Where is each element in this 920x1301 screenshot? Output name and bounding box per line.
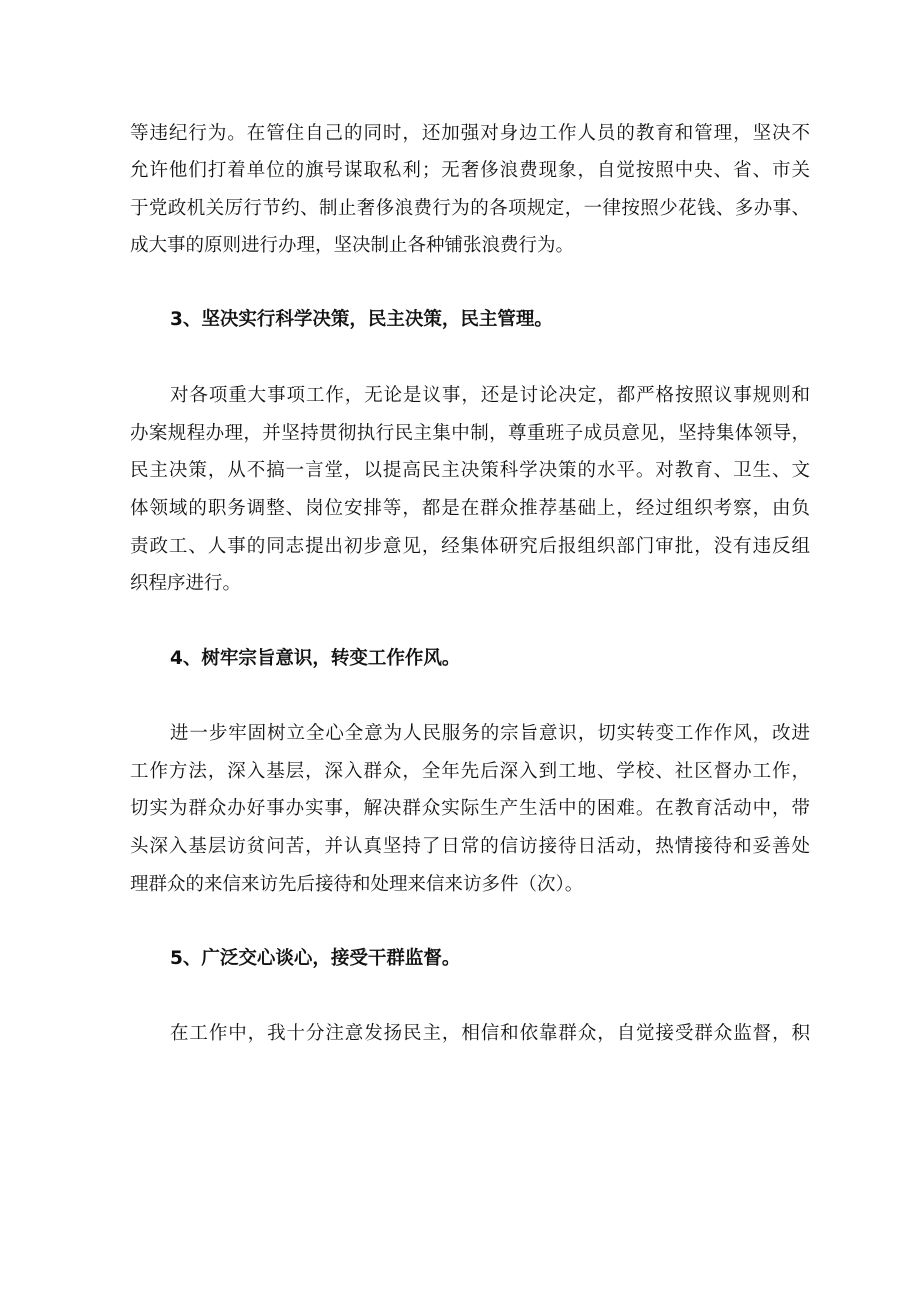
paragraph-line: 对各项重大事项工作，无论是议事，还是讨论决定，都严格按照议事规则和 bbox=[170, 385, 810, 406]
paragraph-line: 等违纪行为。在管住自己的同时，还加强对身边工作人员的教育和管理，坚决不 bbox=[130, 123, 810, 144]
paragraph-line: 允许他们打着单位的旗号谋取私利；无奢侈浪费现象，自觉按照中央、省、市关 bbox=[130, 160, 810, 181]
paragraph-line: 理群众的来信来访先后接待和处理来信来访多件（次）。 bbox=[130, 874, 584, 895]
paragraph-line: 成大事的原则进行办理，坚决制止各种铺张浪费行为。 bbox=[130, 235, 575, 256]
paragraph-line: 在工作中，我十分注意发扬民主，相信和依靠群众，自觉接受群众监督，积 bbox=[170, 1023, 810, 1044]
paragraph-line: 责政工、人事的同志提出初步意见，经集体研究后报组织部门审批，没有违反组 bbox=[130, 536, 810, 557]
paragraph-line: 办案规程办理，并坚持贯彻执行民主集中制，尊重班子成员意见，坚持集体领导， bbox=[130, 423, 810, 444]
paragraph-line: 切实为群众办好事办实事，解决群众实际生产生活中的困难。在教育活动中，带 bbox=[130, 798, 810, 819]
paragraph-line: 民主决策，从不搞一言堂，以提高民主决策科学决策的水平。对教育、卫生、文 bbox=[130, 460, 810, 481]
section-heading: 5、广泛交心谈心，接受干群监督。 bbox=[170, 948, 461, 969]
paragraph-line: 体领域的职务调整、岗位安排等，都是在群众推荐基础上，经过组织考察，由负 bbox=[130, 498, 810, 519]
paragraph-line: 头深入基层访贫问苦，并认真坚持了日常的信访接待日活动，热情接待和妥善处 bbox=[130, 836, 810, 857]
section-heading: 3、坚决实行科学决策，民主决策，民主管理。 bbox=[170, 309, 553, 330]
paragraph-line: 进一步牢固树立全心全意为人民服务的宗旨意识，切实转变工作作风，改进 bbox=[170, 723, 810, 744]
paragraph-line: 织程序进行。 bbox=[130, 573, 242, 594]
paragraph-line: 于党政机关厉行节约、制止奢侈浪费行为的各项规定，一律按照少花钱、多办事、 bbox=[130, 198, 810, 219]
paragraph-line: 工作方法，深入基层，深入群众，全年先后深入到工地、学校、社区督办工作， bbox=[130, 761, 810, 782]
section-heading: 4、树牢宗旨意识，转变工作作风。 bbox=[170, 648, 461, 669]
